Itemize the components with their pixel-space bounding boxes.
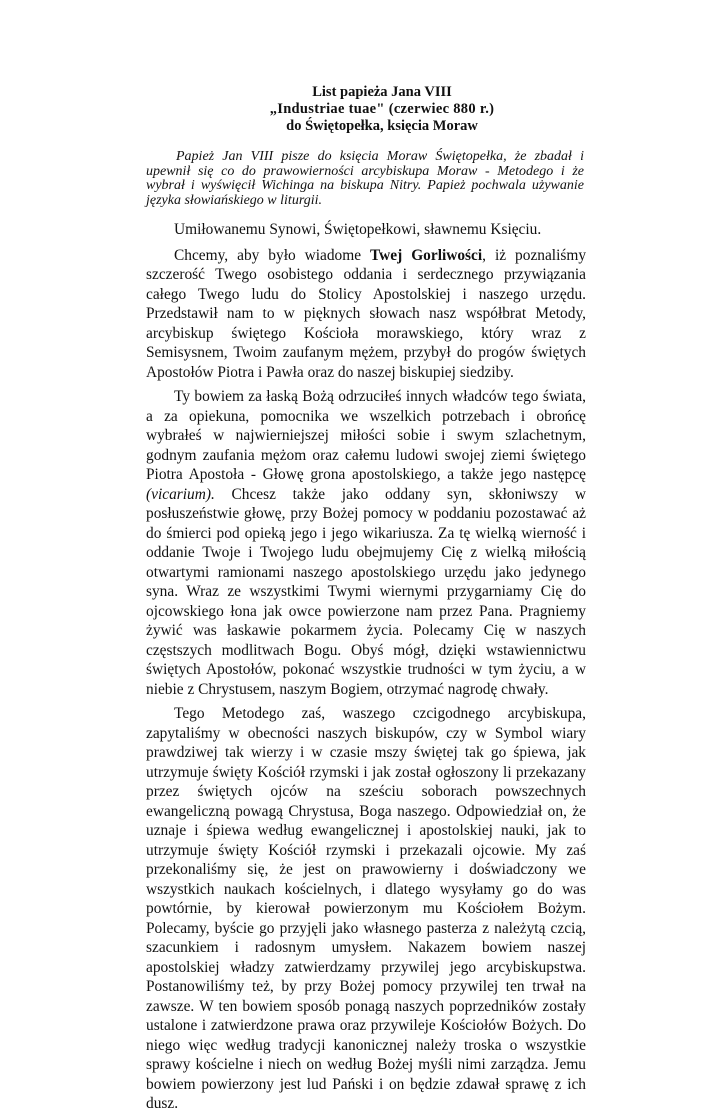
title-line-2: „Industriae tuae" (czerwiec 880 r.) [269,101,495,117]
paragraph-1-bold: Twej Gorliwości [370,246,483,264]
paragraph-2-italic: (vicarium). [146,485,215,503]
letter-body [146,220,586,1114]
summary-paragraph: Papież Jan VIII pisze do księcia Moraw Świętopełka, że zbadał i upewnił się co do prawowierności arcybiskupa Moraw - Metodego i że wybrał i wyświęcił Wichinga na biskupa Nitry. Papież pochwala używanie języka słowiańskiego w liturgii. [146,149,584,208]
paragraph-2 [146,387,586,699]
document-header [0,84,724,135]
paragraph-1 [146,246,586,383]
greeting: Umiłowanemu Synowi, Świętopełkowi, sławnemu Księciu. [174,221,542,238]
paragraph-2-end: Chcesz także jako oddany syn, skłoniwszy w posłuszeństwie głowę, przy Bożej pomocy w poddaniu pozostawać aż do śmierci pod opieką jego i jego wikariusza. Za tę wielką wierność i oddanie Twoje i Twojego ludu obejmujemy Cię z wielką miłością otwartymi ramionami naszego apostolskiego urzędu jako jedynego syna. Wraz ze wszystkimi Twymi wiernymi przygarniamy Cię do ojcowskiego łona jak owce powierzone nam przez Pana. Pragniemy żywić was łaskawie pokarmem życia. Polecamy Cię w naszych częstszych modlitwach Bogu. Obyś mógł, dzięki wstawiennictwu świętych Apostołów, pokonać wszystkie trudności w tym życiu, a w niebie z Chrystusem, naszym Bogiem, otrzymać nagrodę chwały. [146,485,586,698]
paragraph-2-start: Ty bowiem za łaską Bożą odrzuciłeś innych władców tego świata, a za opiekuna, pomocnika we wszelkich potrzebach i obrońcę wybrałeś w najwierniejszej miłości sobie i swym szlachetnym, godnym zaufania mężom oraz całemu ludowi swojej ziemi świętego Piotra Apostoła - Głowę grona apostolskiego, a także jego następcę [146,388,586,483]
paragraph-3: Tego Metodego zaś, waszego czcigodnego arcybiskupa, zapytaliśmy w obecności naszych biskupów, czy w Symbol wiary prawdziwej tak wierzy i w czasie mszy świętej tak go śpiewa, jak utrzymuje święty Kościół rzymski i jak został ogłoszony li przekazany przez świętych ojców na sześciu soborach powszechnych ewangeliczną powagą Chrystusa, Boga naszego. Odpowiedział on, że uznaje i śpiewa według ewangelicznej i apostolskiej nauki, jak to utrzymuje święty Kościół rzymski i przekazali ojcowie. My zaś przekonaliśmy się, że jest on prawowierny i doświadczony we wszystkich naukach kościelnych, i dlatego wysyłamy go do was powtórnie, by kierował powierzonym mu Kościołem Bożym. Polecamy, byście go przyjęli jako własnego pasterza z należytą czcią, szacunkiem i radosnym umysłem. Nakazem bowiem naszej apostolskiej władzy zatwierdzamy przywilej jego arcybiskupstwa. Postanowiliśmy też, by przy Bożej pomocy przywilej ten trwał na zawsze. W ten bowiem sposób ponagą naszych poprzedników zostały ustalone i zatwierdzone prawa oraz przywileje Kościołów Bożych. Do niego więc według tradycji kanonicznej należy troska o wszystkie sprawy kościelne i niech on według Bożej myśli nimi zarządza. Jemu bowiem powierzony jest lud Pański i on będzie zdawał sprawę z ich dusz. [146,705,586,1112]
title-line-3: do Świętopełka, księcia Moraw [286,118,478,134]
paragraph-1-end: , iż poznaliśmy szczerość Twego osobistego oddania i serdecznego przywiązania całego Twego ludu do Stolicy Apostolskiej i naszego urzędu. Przedstawił nam to w pięknych słowach nasz współbrat Metody, arcybiskup świętego Kościoła morawskiego, który wraz z Semisysnem, Twoim zaufanym mężem, przybył do progów świętych Apostołów Piotra i Pawła oraz do naszej biskupiej siedziby. [146,246,587,381]
title-line-1: List papieża Jana VIII [312,84,452,100]
paragraph-1-start: Chcemy, aby było wiadome [174,246,371,264]
